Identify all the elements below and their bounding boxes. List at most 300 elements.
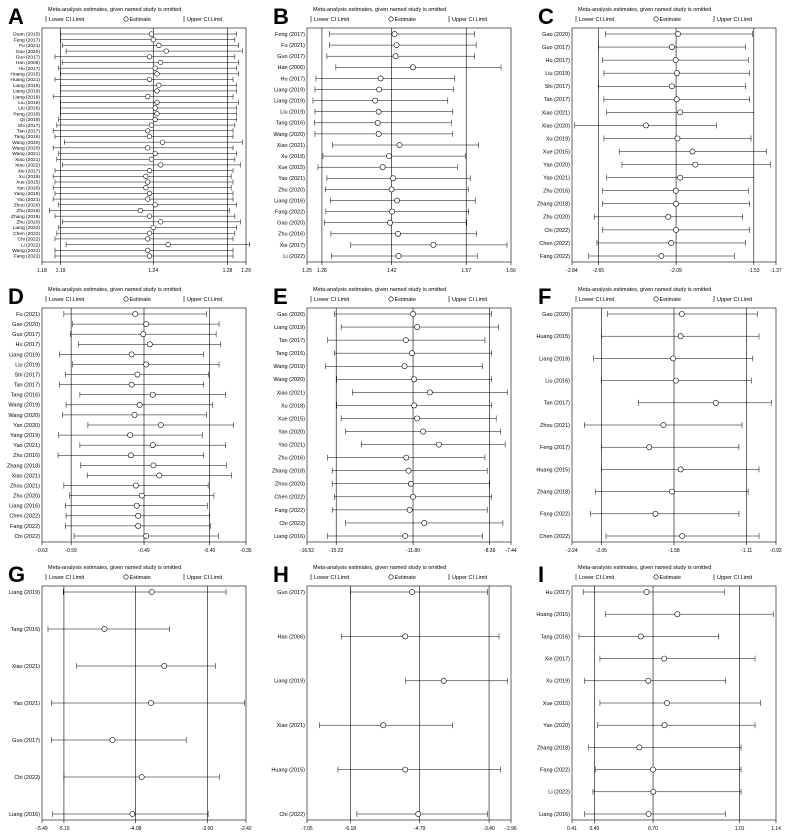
- estimate-point: [650, 767, 655, 772]
- study-label: Liang (2019): [12, 89, 40, 95]
- x-tick-label: -15.22: [329, 548, 344, 554]
- estimate-point: [155, 89, 160, 94]
- forest-panel-f: [530, 280, 795, 558]
- estimate-point: [644, 589, 649, 594]
- legend: [576, 574, 753, 581]
- study-label: Gao (2020): [277, 311, 305, 318]
- estimate-point: [408, 481, 413, 486]
- estimate-point: [403, 533, 408, 538]
- x-tick-label: 1.29: [241, 268, 251, 274]
- legend-estimate-label: Estimate: [394, 297, 416, 303]
- estimate-point: [675, 136, 680, 141]
- x-tick-label: -1.37: [770, 268, 782, 274]
- study-label: Xiao (2021): [541, 110, 570, 117]
- estimate-point: [421, 429, 426, 434]
- legend: [46, 574, 223, 581]
- study-label: Liang (2019): [9, 352, 40, 359]
- x-tick-label: -2.42: [240, 826, 252, 832]
- legend-lower-label: Lower CI Limit: [579, 297, 615, 303]
- study-label: Liang (2019): [274, 678, 305, 685]
- estimate-point: [110, 737, 115, 742]
- estimate-point: [147, 254, 152, 259]
- estimate-point: [158, 422, 163, 427]
- legend-estimate-circle: [654, 297, 658, 301]
- estimate-point: [144, 174, 149, 179]
- study-label: Yan (2020): [278, 429, 305, 436]
- x-tick-label: -4.79: [414, 826, 426, 832]
- legend-estimate-label: Estimate: [129, 17, 151, 23]
- study-label: Han (2006): [15, 61, 40, 67]
- study-label: Chen (2022): [539, 533, 570, 540]
- estimate-point: [145, 248, 150, 253]
- estimate-point: [441, 678, 446, 683]
- estimate-point: [157, 43, 162, 48]
- estimate-point: [406, 468, 411, 473]
- study-label: Zhang (2018): [536, 745, 570, 752]
- estimate-point: [646, 678, 651, 683]
- estimate-point: [134, 503, 139, 508]
- study-label: Tan (2017): [543, 400, 570, 407]
- study-label: Wang (2019): [273, 364, 305, 371]
- study-label: Chi (2022): [14, 774, 40, 781]
- x-tick-label: -0.59: [65, 548, 77, 554]
- legend-lower-label: Lower CI Limit: [49, 575, 85, 581]
- legend-estimate-circle: [389, 17, 393, 21]
- estimate-point: [149, 32, 154, 37]
- forest-panel-g: [0, 558, 265, 836]
- study-label: Wang (2020): [12, 146, 40, 152]
- study-label: Qi (2019): [19, 118, 40, 124]
- forest-svg-b: [265, 0, 530, 278]
- estimate-point: [129, 382, 134, 387]
- study-label: Gao (2020): [12, 322, 40, 329]
- estimate-point: [414, 324, 419, 329]
- forest-panel-a: [0, 0, 265, 278]
- estimate-point: [376, 131, 381, 136]
- legend-upper-label: Upper CI Limit: [452, 17, 488, 23]
- estimate-point: [145, 180, 150, 185]
- legend-estimate-label: Estimate: [394, 575, 416, 581]
- study-label: Liu (2019): [18, 101, 40, 107]
- estimate-point: [403, 338, 408, 343]
- estimate-point: [139, 774, 144, 779]
- forest-svg-f: [530, 280, 795, 558]
- study-label: Liang (2016): [274, 198, 305, 205]
- forest-panel-i: [530, 558, 795, 836]
- forest-panel-e: [265, 280, 530, 558]
- study-label: Yang (2019): [13, 192, 40, 198]
- legend-upper-label: Upper CI Limit: [452, 297, 488, 303]
- study-label: Yao (2021): [278, 442, 305, 449]
- plot-title: Meta-analysis estimates, given named study is omitted: [578, 565, 712, 571]
- study-label: Fang (2022): [275, 209, 305, 216]
- study-label: Xie (2017): [279, 242, 305, 249]
- estimate-point: [155, 100, 160, 105]
- panel-letter: F: [538, 284, 552, 309]
- study-label: Huang (2021): [10, 78, 40, 84]
- x-tick-label: -11.80: [406, 548, 420, 554]
- legend-estimate-circle: [124, 575, 128, 579]
- estimate-point: [673, 188, 678, 193]
- estimate-point: [673, 378, 678, 383]
- study-label: Guo (2017): [12, 737, 40, 744]
- study-label: Tan (2017): [16, 129, 40, 135]
- estimate-point: [653, 511, 658, 516]
- study-label: Xiao (2020): [541, 123, 570, 130]
- estimate-point: [678, 334, 683, 339]
- panel-letter: D: [8, 284, 24, 309]
- study-label: Tang (2016): [10, 626, 40, 633]
- forest-svg-g: [0, 558, 265, 836]
- plot-title: Meta-analysis estimates, given named study is omitted: [313, 7, 447, 13]
- study-label: Hu (2017): [545, 589, 570, 596]
- legend-upper-label: Upper CI Limit: [452, 575, 488, 581]
- study-label: Zhou (2021): [540, 422, 570, 429]
- study-label: Peng (2019): [13, 112, 40, 118]
- estimate-point: [380, 165, 385, 170]
- study-label: Tang (2016): [275, 351, 305, 358]
- estimate-point: [129, 352, 134, 357]
- estimate-point: [713, 400, 718, 405]
- study-label: Xue (2015): [542, 700, 570, 707]
- legend-lower-label: Lower CI Limit: [579, 575, 615, 581]
- study-label: Liu (2019): [15, 362, 40, 369]
- legend-upper-label: Upper CI Limit: [717, 297, 753, 303]
- panel-letter: H: [273, 562, 289, 587]
- estimate-point: [136, 513, 141, 518]
- estimate-point: [673, 201, 678, 206]
- estimate-point: [144, 321, 149, 326]
- study-label: Yan (2020): [543, 162, 570, 169]
- study-label: Wang (2019): [8, 402, 40, 409]
- study-label: Huang (2015): [536, 612, 570, 619]
- estimate-point: [141, 332, 146, 337]
- legend-lower-label: Lower CI Limit: [314, 17, 350, 23]
- plot-title: Meta-analysis estimates, given named study is omitted: [313, 565, 447, 571]
- x-tick-label: -8.39: [483, 548, 496, 554]
- estimate-point: [680, 533, 685, 538]
- study-label: Wang (2020): [273, 131, 305, 138]
- estimate-point: [147, 77, 152, 82]
- estimate-point: [145, 237, 150, 242]
- estimate-point: [394, 43, 399, 48]
- estimate-point: [666, 214, 671, 219]
- legend-upper-label: Upper CI Limit: [717, 575, 753, 581]
- estimate-point: [136, 523, 141, 528]
- estimate-point: [151, 463, 156, 468]
- legend-upper-label: Upper CI Limit: [187, 575, 223, 581]
- estimate-point: [158, 220, 163, 225]
- study-label: Chen (2022): [539, 240, 570, 247]
- x-tick-label: -2.24: [566, 548, 578, 554]
- study-label: Xu (2018): [280, 403, 305, 410]
- legend-estimate-label: Estimate: [659, 575, 681, 581]
- estimate-point: [403, 634, 408, 639]
- legend: [576, 296, 753, 303]
- estimate-point: [145, 94, 150, 99]
- study-label: Fang (2022): [10, 523, 40, 530]
- legend: [576, 16, 753, 23]
- study-label: Huang (2015): [10, 72, 40, 78]
- plot-title: Meta-analysis estimates, given named study is omitted: [313, 287, 447, 293]
- panel-letter: C: [538, 4, 554, 29]
- estimate-point: [376, 109, 381, 114]
- study-label: Fang (2022): [275, 507, 305, 514]
- study-label: Hu (2017): [280, 76, 305, 83]
- estimate-point: [139, 493, 144, 498]
- panel-letter: G: [8, 562, 26, 587]
- study-label: Shi (2017): [544, 84, 570, 91]
- study-label: Xu (2019): [18, 175, 40, 181]
- legend-estimate-circle: [124, 17, 128, 21]
- estimate-point: [412, 377, 417, 382]
- estimate-point: [377, 87, 382, 92]
- study-label: Xie (2017): [17, 169, 40, 175]
- study-label: Gao (2020): [542, 31, 570, 38]
- study-label: Liu (2016): [545, 378, 570, 385]
- estimate-point: [155, 111, 160, 116]
- estimate-point: [128, 453, 133, 458]
- estimate-point: [647, 445, 652, 450]
- study-label: Xu (2019): [280, 154, 305, 161]
- legend-lower-label: Lower CI Limit: [314, 575, 350, 581]
- plot-title: Meta-analysis estimates, given named study is omitted: [578, 287, 712, 293]
- legend-estimate-circle: [389, 575, 393, 579]
- estimate-point: [673, 227, 678, 232]
- study-label: Xiao (2021): [276, 723, 305, 730]
- x-tick-label: 0.49: [589, 826, 600, 832]
- estimate-point: [427, 390, 432, 395]
- study-label: Fu (2021): [281, 43, 305, 50]
- study-label: Zhang (2018): [11, 214, 40, 220]
- estimate-point: [414, 416, 419, 421]
- x-tick-label: 1.25: [302, 268, 312, 274]
- estimate-point: [410, 494, 415, 499]
- estimate-point: [135, 372, 140, 377]
- legend-lower-label: Lower CI Limit: [49, 297, 85, 303]
- x-tick-label: -0.49: [138, 548, 150, 554]
- study-label: Zhu (2020): [278, 187, 305, 194]
- legend-estimate-label: Estimate: [129, 297, 151, 303]
- study-label: Chi (2022): [279, 811, 305, 818]
- estimate-point: [158, 163, 163, 168]
- x-tick-label: -2.84: [566, 268, 578, 274]
- x-tick-label: 1.01: [734, 826, 745, 832]
- x-tick-label: 1.66: [506, 268, 516, 274]
- estimate-point: [378, 76, 383, 81]
- study-label: Gao (2020): [542, 311, 570, 318]
- study-label: Liang (2019): [12, 95, 40, 101]
- study-label: Feng (2017): [13, 38, 40, 44]
- study-label: Xue (2015): [542, 149, 570, 156]
- study-label: Xiao (2021): [276, 390, 305, 397]
- study-label: Liang (2016): [539, 811, 570, 818]
- estimate-point: [386, 154, 391, 159]
- legend-upper-label: Upper CI Limit: [717, 17, 753, 23]
- study-label: Tang (2016): [14, 135, 40, 141]
- plot-title: Meta-analysis estimates, given named study is omitted: [578, 7, 712, 13]
- estimate-point: [678, 110, 683, 115]
- plot-frame: [307, 586, 511, 820]
- study-label: Wang (2020): [273, 377, 305, 384]
- study-label: Shi (2017): [14, 372, 40, 379]
- study-label: Yao (2021): [13, 700, 40, 707]
- estimate-point: [416, 811, 421, 816]
- panel-letter: I: [538, 562, 545, 587]
- estimate-point: [381, 723, 386, 728]
- study-label: Xie (2017): [544, 656, 570, 663]
- x-tick-label: -7.05: [301, 826, 313, 832]
- x-tick-label: -5.16: [58, 826, 70, 832]
- estimate-point: [147, 231, 152, 236]
- estimate-point: [132, 412, 137, 417]
- study-label: Fang (2022): [13, 254, 40, 260]
- forest-svg-h: [265, 558, 530, 836]
- estimate-point: [397, 142, 402, 147]
- x-tick-label: -2.96: [505, 826, 517, 832]
- x-tick-label: -16.52: [299, 548, 315, 554]
- plot-frame: [42, 28, 246, 262]
- estimate-point: [133, 311, 138, 316]
- study-label: Liang (2019): [274, 98, 305, 105]
- study-label: Zhang (2018): [536, 489, 570, 496]
- study-label: Zhu (2016): [278, 231, 305, 238]
- estimate-point: [678, 467, 683, 472]
- estimate-point: [404, 455, 409, 460]
- legend-lower-label: Lower CI Limit: [314, 297, 350, 303]
- estimate-point: [150, 443, 155, 448]
- x-tick-label: -1.58: [668, 548, 680, 554]
- estimate-point: [150, 392, 155, 397]
- study-label: Tang (2016): [540, 634, 570, 641]
- estimate-point: [149, 123, 154, 128]
- study-label: Fang (2022): [540, 511, 570, 518]
- estimate-point: [153, 66, 158, 71]
- estimate-point: [396, 253, 401, 258]
- study-label: Fu (2021): [19, 44, 40, 50]
- legend-estimate-label: Estimate: [659, 17, 681, 23]
- study-label: Guo (2017): [15, 55, 40, 61]
- estimate-point: [394, 198, 399, 203]
- estimate-point: [643, 123, 648, 128]
- estimate-point: [157, 473, 162, 478]
- estimate-point: [407, 507, 412, 512]
- forest-svg-c: [530, 0, 795, 278]
- study-label: Tan (2017): [543, 97, 570, 104]
- estimate-point: [409, 351, 414, 356]
- study-label: Yan (2020): [543, 723, 570, 730]
- estimate-point: [395, 231, 400, 236]
- plot-frame: [307, 308, 511, 542]
- x-tick-label: -0.92: [770, 548, 782, 554]
- x-tick-label: -0.35: [240, 548, 252, 554]
- x-tick-label: -7.44: [505, 548, 517, 554]
- study-label: Zhou (2020): [275, 481, 305, 488]
- estimate-point: [160, 140, 165, 145]
- estimate-point: [153, 151, 158, 156]
- x-tick-label: -3.00: [201, 826, 214, 832]
- study-label: Yan (2020): [13, 422, 40, 429]
- study-label: Huang (2015): [536, 467, 570, 474]
- estimate-point: [403, 767, 408, 772]
- study-label: Hu (2017): [545, 58, 570, 65]
- study-label: Chi (2022): [17, 237, 40, 243]
- legend-estimate-label: Estimate: [129, 575, 151, 581]
- study-label: Tan (2017): [278, 338, 305, 345]
- study-label: Liang (2019): [274, 87, 305, 94]
- estimate-point: [389, 209, 394, 214]
- study-label: Guo (2017): [542, 44, 570, 51]
- forest-svg-a: [0, 0, 265, 278]
- study-label: Fang (2022): [540, 767, 570, 774]
- estimate-point: [422, 520, 427, 525]
- panel-letter: E: [273, 284, 288, 309]
- estimate-point: [147, 214, 152, 219]
- study-label: Zhang (2018): [6, 463, 40, 470]
- x-tick-label: -6.18: [344, 826, 357, 832]
- x-tick-label: 0.70: [648, 826, 658, 832]
- study-label: Chen (2022): [13, 231, 40, 237]
- estimate-point: [393, 54, 398, 59]
- study-label: Zhang (2018): [536, 201, 570, 208]
- legend-estimate-circle: [124, 297, 128, 301]
- study-label: Zhu (2016): [13, 453, 40, 460]
- study-label: Wang (2021): [12, 152, 40, 158]
- estimate-point: [679, 311, 684, 316]
- forest-panel-d: [0, 280, 265, 558]
- estimate-point: [158, 60, 163, 65]
- study-label: Shi (2017): [17, 123, 40, 129]
- study-label: Tang (2016): [10, 392, 40, 399]
- study-label: Guo (2017): [277, 589, 305, 596]
- legend-upper-label: Upper CI Limit: [187, 297, 223, 303]
- study-label: Yao (2021): [13, 443, 40, 450]
- legend-estimate-circle: [654, 17, 658, 21]
- study-label: Zhou (2021): [10, 483, 40, 490]
- study-label: Li (2022): [548, 789, 570, 796]
- study-label: Yao (2021): [543, 175, 570, 182]
- estimate-point: [373, 98, 378, 103]
- study-label: Zhang (2018): [271, 468, 305, 475]
- estimate-point: [166, 242, 171, 247]
- estimate-point: [387, 220, 392, 225]
- study-label: Liang (2016): [12, 83, 40, 89]
- estimate-point: [675, 612, 680, 617]
- estimate-point: [157, 83, 162, 88]
- estimate-point: [144, 185, 149, 190]
- study-label: Liang (2019): [9, 589, 40, 596]
- study-label: Chen (2022): [274, 494, 305, 501]
- study-label: Zhu (2016): [278, 455, 305, 462]
- study-label: Wang (2020): [8, 412, 40, 419]
- study-label: Xue (2015): [277, 165, 305, 172]
- estimate-point: [147, 191, 152, 196]
- study-label: Huang (2015): [271, 767, 305, 774]
- estimate-point: [412, 403, 417, 408]
- estimate-point: [389, 187, 394, 192]
- study-label: Guo (2017): [12, 332, 40, 339]
- estimate-point: [147, 54, 152, 59]
- study-label: Guo (2017): [277, 54, 305, 61]
- panel-letter: A: [8, 4, 24, 29]
- estimate-point: [147, 342, 152, 347]
- study-label: Xiao (2021): [11, 663, 40, 670]
- x-tick-label: 1.28: [317, 268, 327, 274]
- estimate-point: [669, 84, 674, 89]
- plot-title: Meta-analysis estimates, given named study is omitted: [48, 565, 182, 571]
- estimate-point: [144, 362, 149, 367]
- legend: [311, 574, 488, 581]
